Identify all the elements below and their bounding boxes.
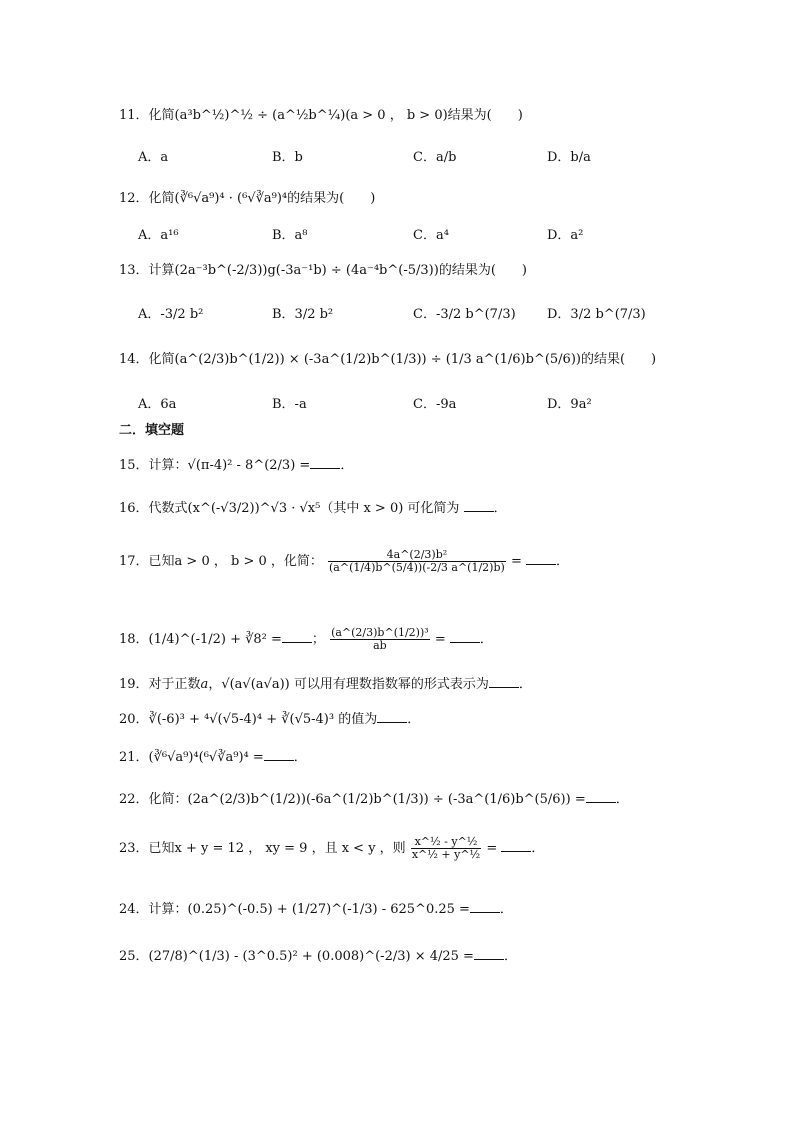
- q20-answer-blank[interactable]: [377, 710, 407, 723]
- q11-condition: (a > 0 ， b > 0): [345, 108, 448, 123]
- q14-lead: 14．化简: [119, 352, 175, 367]
- q23-end: ．: [531, 841, 545, 856]
- q18-expression-1: (1/4)^(-1/2) + ∛8² =: [148, 632, 282, 647]
- question-18: 18．(1/4)^(-1/2) + ∛8² = ； $\frac{\text{(a\textasciicircum{}(2/3)b\textasciicircum{}(1/2))³}}{ab}$ = ．: [119, 626, 493, 652]
- question-17: 17．已知a > 0 ， b > 0 ，化简： $\frac{\text{4a\textasciicircum{}(2/3)b²}}{(a\^{}(1/4)b\^{}(5/4))(-2/3 a\^{}(1/2)b)}$ = ．: [119, 548, 569, 574]
- q25-lead: 25．: [119, 949, 149, 964]
- question-24: [119, 900, 719, 919]
- question-22: [119, 790, 719, 809]
- q17-lead: 17．已知: [119, 554, 175, 569]
- q14-option-a[interactable]: A．6a: [138, 397, 177, 412]
- q23-lead: 23．已知: [119, 841, 175, 856]
- q16-expression: (x^(-√3/2))^√3 · √x⁵: [187, 501, 321, 516]
- q11-lead: 11．化简: [119, 108, 175, 123]
- q25-end: ．: [503, 949, 517, 964]
- question-23: 23．已知x + y = 12 ， xy = 9 ，且 x < y ，则 $\frac{\text{x\textasciicircum{}½ - y\textasciicircum{}½}}{\text{x\textasciicircum{}½ + y\textasciicircum{}½}}$ = ．: [119, 835, 545, 861]
- q12-expression: (∛⁶√a⁹)⁴ · (⁶√∛a⁹)⁴: [174, 191, 288, 206]
- q21-end: ．: [293, 750, 307, 765]
- q18-numerator: (a^(2/3)b^(1/2))³: [331, 626, 429, 639]
- q20-end: ．: [407, 712, 421, 727]
- q17-fraction: [328, 549, 506, 574]
- q20-tail: 的值为: [338, 712, 378, 727]
- q19-expression: √(a√(a√a)): [221, 677, 290, 692]
- q13-options: [138, 303, 738, 323]
- q16-answer-blank[interactable]: [464, 499, 494, 512]
- q23-condition: x + y = 12 ， xy = 9 ，且 x < y ，则: [174, 841, 406, 856]
- q12-tail: 的结果为( ): [287, 191, 376, 206]
- q17-condition: a > 0 ， b > 0 ，化简：: [174, 554, 323, 569]
- question-20: [119, 710, 719, 729]
- q24-expression: (0.25)^(-0.5) + (1/27)^(-1/3) - 625^0.25 =: [187, 902, 470, 917]
- q19-tail: 可以用有理数指数幂的形式表示为: [293, 677, 489, 692]
- q18-denominator: ab: [373, 639, 387, 652]
- question-13: [119, 262, 719, 280]
- q22-lead: 22．化简：: [119, 792, 188, 807]
- q12-options: [138, 224, 738, 244]
- q11-option-d[interactable]: D．b/a: [547, 150, 591, 165]
- q12-lead: 12．化简: [119, 191, 175, 206]
- q23-numerator: x^½ - y^½: [411, 836, 481, 849]
- q11-options: [138, 146, 738, 166]
- q21-expression: (∛⁶√a⁹)⁴(⁶√∛a⁹)⁴ =: [148, 750, 264, 765]
- q20-lead: 20．: [119, 712, 149, 727]
- q14-tail: 的结果( ): [580, 352, 657, 367]
- q22-expression: (2a^(2/3)b^(1/2))(-6a^(1/2)b^(1/3)) ÷ (-3a^(1/6)b^(5/6)) =: [187, 792, 586, 807]
- q14-option-d[interactable]: D．9a²: [547, 397, 592, 412]
- q14-option-c[interactable]: C．-9a: [413, 397, 457, 412]
- q18-answer-blank-2[interactable]: [450, 630, 480, 643]
- q14-options: [138, 393, 738, 413]
- q15-tail: ．: [340, 458, 354, 473]
- q19-variable: a: [200, 677, 209, 692]
- q18-separator: ；: [311, 632, 325, 647]
- q22-end: ．: [615, 792, 629, 807]
- question-19: [119, 675, 719, 694]
- q17-numerator: 4a^(2/3)b²: [328, 549, 506, 562]
- q14-option-b[interactable]: B．-a: [272, 397, 307, 412]
- q23-denominator: x^½ + y^½: [411, 848, 481, 861]
- q11-tail: 结果为( ): [447, 108, 523, 123]
- q24-end: ．: [499, 902, 513, 917]
- question-11: [119, 107, 719, 125]
- section-fill-in-blank-heading: 二．填空题: [119, 423, 185, 438]
- q25-answer-blank[interactable]: [474, 947, 504, 960]
- q16-middle: （其中 x > 0) 可化简为: [320, 501, 460, 516]
- question-15: [119, 456, 719, 475]
- q11-option-c[interactable]: C．a/b: [413, 150, 457, 165]
- q13-option-c[interactable]: C．-3/2 b^(7/3): [413, 307, 516, 322]
- q13-lead: 13．计算: [119, 263, 175, 278]
- q13-tail: 的结果为( ): [438, 263, 527, 278]
- q12-option-c[interactable]: C．a⁴: [413, 228, 449, 243]
- q21-answer-blank[interactable]: [264, 748, 294, 761]
- question-16: [119, 499, 719, 518]
- q19-end: ．: [518, 677, 532, 692]
- question-14: [119, 351, 719, 369]
- q15-expression: √(π-4)² - 8^(2/3) =: [187, 458, 311, 473]
- q18-tail: ．: [479, 632, 493, 647]
- q11-option-a[interactable]: A．a: [138, 150, 169, 165]
- q24-lead: 24．计算：: [119, 902, 188, 917]
- q23-fraction: [411, 836, 481, 861]
- q25-expression: (27/8)^(1/3) - (3^0.5)² + (0.008)^(-2/3) × 4/25 =: [148, 949, 474, 964]
- q19-lead: 19．对于正数: [119, 677, 201, 692]
- q13-option-a[interactable]: A．-3/2 b²: [138, 307, 204, 322]
- q12-option-b[interactable]: B．a⁸: [272, 228, 308, 243]
- question-21: [119, 748, 719, 767]
- q19-answer-blank[interactable]: [489, 675, 519, 688]
- q12-option-a[interactable]: A．a¹⁶: [138, 228, 179, 243]
- question-25: [119, 947, 719, 966]
- q20-expression: ∛(-6)³ + ⁴√(√5-4)⁴ + ∛(√5-4)³: [148, 712, 335, 727]
- q14-expression: (a^(2/3)b^(1/2)) × (-3a^(1/2)b^(1/3)) ÷ (1/3 a^(1/6)b^(5/6)): [174, 352, 581, 367]
- q17-denominator: (a^(1/4)b^(5/4))(-2/3 a^(1/2)b): [329, 561, 505, 574]
- q19-separator: ，: [208, 677, 222, 692]
- q18-lead: 18．: [119, 632, 149, 647]
- q21-lead: 21．: [119, 750, 149, 765]
- q16-tail: ．: [493, 501, 507, 516]
- q15-answer-blank[interactable]: [310, 456, 340, 469]
- q22-answer-blank[interactable]: [586, 790, 616, 803]
- q24-answer-blank[interactable]: [470, 900, 500, 913]
- q13-option-b[interactable]: B．3/2 b²: [272, 307, 334, 322]
- q13-option-d[interactable]: D．3/2 b^(7/3): [547, 307, 646, 322]
- q11-expression: (a³b^½)^½ ÷ (a^½b^¼): [174, 108, 346, 123]
- q23-answer-blank[interactable]: [501, 839, 531, 852]
- q18-fraction: [330, 627, 430, 652]
- q17-answer-blank[interactable]: [526, 552, 556, 565]
- q18-answer-blank-1[interactable]: [282, 630, 312, 643]
- q15-lead: 15．计算：: [119, 458, 188, 473]
- q17-tail: ．: [555, 554, 569, 569]
- question-12: [119, 190, 719, 208]
- q11-option-b[interactable]: B．b: [272, 150, 303, 165]
- q13-expression: (2a⁻³b^(-2/3))g(-3a⁻¹b) ÷ (4a⁻⁴b^(-5/3)): [174, 263, 439, 278]
- q12-option-d[interactable]: D．a²: [547, 228, 584, 243]
- q16-lead: 16．代数式: [119, 501, 188, 516]
